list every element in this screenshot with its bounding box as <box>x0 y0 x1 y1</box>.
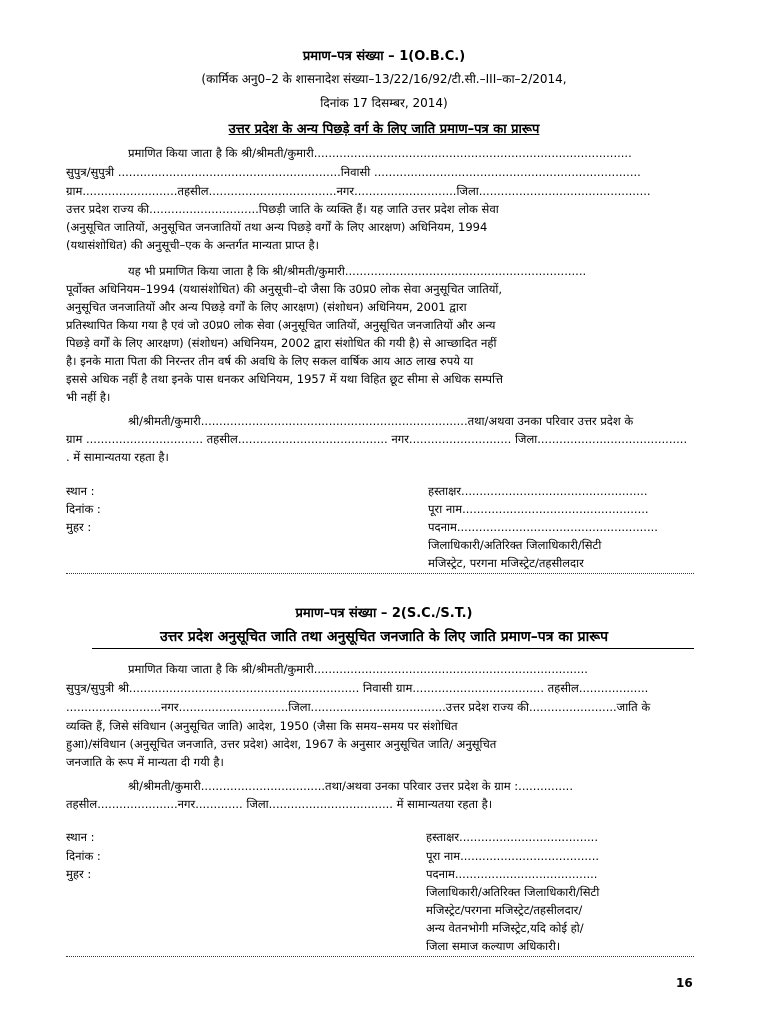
cert1-p2-line: है। इनके माता पिता की निरन्तर तीन वर्ष की अवधि के लिए सकल वार्षिक आय आठ लाख रुपये या <box>66 354 474 368</box>
cert2-designation-field: पदनाम....................................... <box>426 867 598 881</box>
cert2-officer-line: मजिस्ट्रेट/परगना मजिस्ट्रेट/तहसीलदार/ <box>426 903 583 917</box>
cert1-p2-line: पूर्वोक्त अधिनियम–1994 (यथासंशोधित) की अनुसूची–दो जैसा कि उ0प्र0 लोक सेवा अनुसूचित जातियों, <box>66 282 503 296</box>
cert1-p3-line: . में सामान्यतया रहता है। <box>66 450 169 464</box>
cert1-signature-field: हस्ताक्षर................................................... <box>428 484 648 498</box>
cert1-heading: उत्तर प्रदेश के अन्य पिछड़े वर्ग के लिए जाति प्रमाण–पत्र का प्रारूप <box>228 122 540 137</box>
cert1-p1-line: उत्तर प्रदेश राज्य की..............................पिछड़ी जाति के व्यक्ति हैं। यह जाति उत्तर प्रदेश लोक सेवा <box>66 202 499 216</box>
cert1-reference-line2: दिनांक 17 दिसम्बर, 2014) <box>320 96 448 110</box>
cert1-p2-line: अनुसूचित जनजातियों और अन्य पिछड़े वर्गों के लिए आरक्षण) (संशोधन) अधिनियम, 2001 द्वारा <box>66 300 467 314</box>
section-divider <box>66 956 694 957</box>
cert1-p2-line: प्रतिस्थापित किया गया है एवं जो उ0प्र0 लोक सेवा (अनुसूचित जातियों, अनुसूचित जनजातियों और अन्य <box>66 318 496 332</box>
cert1-p1-line: ग्राम..........................तहसील...................................नगर............................जिला............................................... <box>66 184 651 198</box>
cert1-p1-line: (अनुसूचित जातियों, अनुसूचित जनजातियों तथा अन्य पिछड़े वर्गों के लिए आरक्षण) अधिनियम, 1994 <box>66 220 488 234</box>
cert1-officer-line: जिलाधिकारी/अतिरिक्त जिलाधिकारी/सिटी <box>428 538 602 552</box>
cert2-date-label: दिनांक : <box>66 849 101 863</box>
cert2-p1-line: सुपुत्र/सुपुत्री श्री............................................................... निवासी ग्राम.................................... तहसील................... <box>66 681 649 695</box>
cert2-p1-line: प्रमाणित किया जाता है कि श्री/श्रीमती/कुमारी........................................................................... <box>128 662 588 676</box>
cert1-p1-line: सुपुत्र/सुपुत्री .............................................................निवासी ......................................................................... <box>66 165 641 179</box>
cert1-fullname-field: पूरा नाम................................................... <box>428 502 649 516</box>
cert2-p2-line: तहसील......................नगर............. जिला.................................. में सामान्यतया रहता है। <box>66 797 493 811</box>
cert2-officer-line: जिला समाज कल्याण अधिकारी। <box>426 939 561 953</box>
cert2-p1-line: ..........................नगर..............................जिला.....................................उत्तर प्रदेश राज्य की........................जाति के <box>66 700 651 714</box>
cert1-officer-line: मजिस्ट्रेट, परगना मजिस्ट्रेट/तहसीलदार <box>428 556 584 570</box>
cert2-heading: उत्तर प्रदेश अनुसूचित जाति तथा अनुसूचित जनजाति के लिए जाति प्रमाण–पत्र का प्रारूप <box>159 629 609 645</box>
cert1-p1-line: (यथासंशोधित) की अनुसूची–एक के अन्तर्गत मान्यता प्राप्त है। <box>66 238 319 252</box>
cert1-p3-line: श्री/श्रीमती/कुमारी.........................................................................तथा/अथवा उनका परिवार उत्तर प्रदेश के <box>128 414 634 428</box>
cert1-place-label: स्थान : <box>66 484 95 498</box>
section-divider <box>66 573 694 574</box>
cert2-officer-line: जिलाधिकारी/अतिरिक्त जिलाधिकारी/सिटी <box>426 885 600 899</box>
cert2-signature-field: हस्ताक्षर...................................... <box>426 830 598 844</box>
cert1-p2-line: पिछड़े वर्गों के लिए आरक्षण) (संशोधन) अधिनियम, 2002 द्वारा संशोधित की गयी है) से आच्छादित नहीं <box>66 336 497 350</box>
cert1-reference-line1: (कार्मिक अनु0–2 के शासनादेश संख्या–13/22/16/92/टी.सी.–III–का–2/2014, <box>201 72 567 86</box>
cert1-title: प्रमाण–पत्र संख्या – 1(O.B.C.) <box>302 49 466 64</box>
cert2-p2-line: श्री/श्रीमती/कुमारी..................................तथा/अथवा उनका परिवार उत्तर प्रदेश के ग्राम :............... <box>128 779 573 793</box>
cert1-p2-line: यह भी प्रमाणित किया जाता है कि श्री/श्रीमती/कुमारी.................................................................. <box>128 264 587 278</box>
cert2-p1-line: जनजाति के रूप में मान्यता दी गयी है। <box>66 755 224 769</box>
cert2-officer-line: अन्य वेतनभोगी मजिस्ट्रेट,यदि कोई हो/ <box>426 921 584 935</box>
cert1-date-label: दिनांक : <box>66 502 101 516</box>
cert1-designation-field: पदनाम....................................................... <box>428 520 658 534</box>
cert2-p1-line: व्यक्ति हैं, जिसे संविधान (अनुसूचित जाति) आदेश, 1950 (जैसा कि समय–समय पर संशोधित <box>66 719 458 733</box>
cert2-title: प्रमाण–पत्र संख्या – 2(S.C./S.T.) <box>295 606 473 621</box>
page-number: 16 <box>676 976 693 990</box>
cert1-p1-line: प्रमाणित किया जाता है कि श्री/श्रीमती/कुमारी....................................................................................... <box>128 146 632 160</box>
cert2-fullname-field: पूरा नाम...................................... <box>426 849 600 863</box>
cert1-p2-line: भी नहीं है। <box>66 390 111 404</box>
cert1-p3-line: ग्राम ................................ तहसील......................................... नगर............................ जिला......................................... <box>66 432 688 446</box>
cert1-seal-label: मुहर : <box>66 520 92 534</box>
cert2-seal-label: मुहर : <box>66 867 92 881</box>
cert2-p1-line: हुआ)/संविधान (अनुसूचित जनजाति, उत्तर प्रदेश) आदेश, 1967 के अनुसार अनुसूचित जाति/ अनुसूचित <box>66 737 497 751</box>
cert2-heading-underline <box>92 648 694 649</box>
cert2-place-label: स्थान : <box>66 830 95 844</box>
cert1-p2-line: इससे अधिक नहीं है तथा इनके पास धनकर अधिनियम, 1957 में यथा विहित छूट सीमा से अधिक सम्पत्ति <box>66 372 503 386</box>
